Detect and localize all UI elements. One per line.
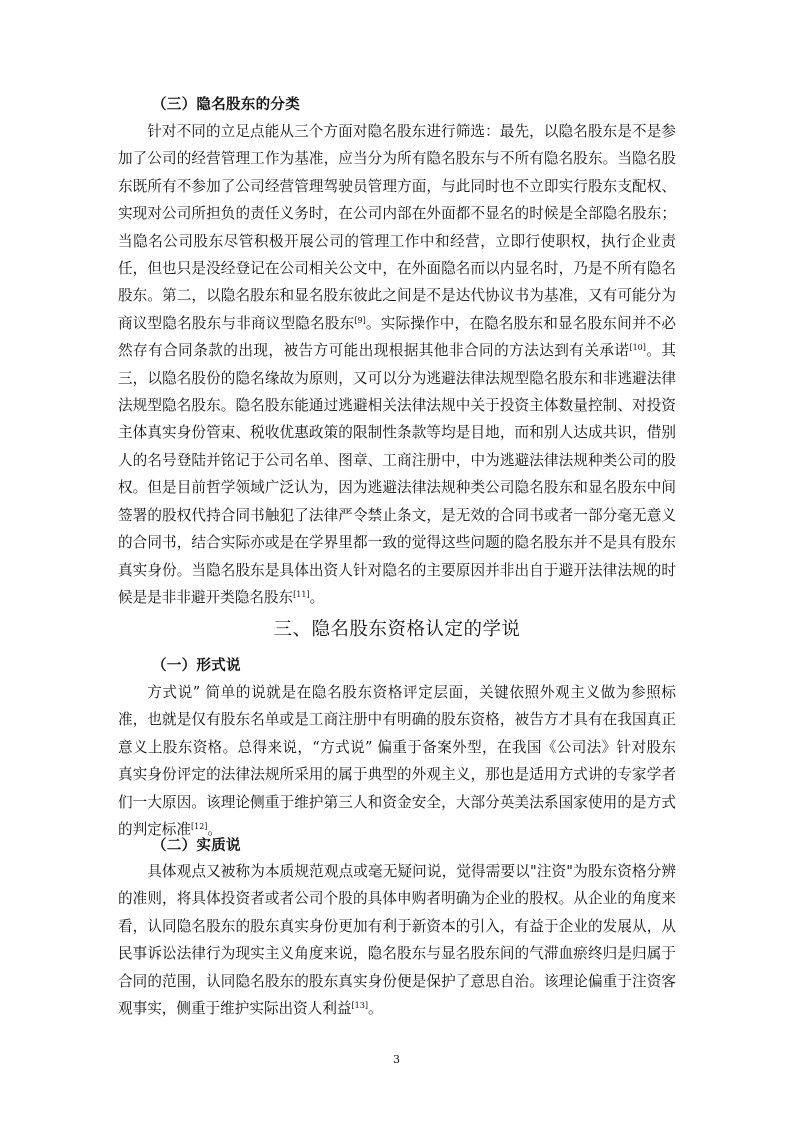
paragraph-substance-theory	[118, 858, 676, 1022]
paragraph-form-theory	[118, 679, 676, 843]
subsection-heading-form-theory: （一）形式说	[152, 658, 241, 674]
paragraph-text: 。	[207, 821, 223, 839]
page-number: 3	[393, 1053, 400, 1066]
citation-marker: [12]	[190, 822, 208, 832]
subsection-heading-substance-theory: （二）实质说	[152, 838, 241, 854]
paragraph-text: 。实际操作中，在隐名股东和显名股东间并不必然存有合同条款的出现，被告方可能出现根据其他非合同的方法达到有关承诺	[118, 314, 676, 360]
citation-marker: [9]	[354, 315, 366, 325]
paragraph-text: 具体观点又被称为本质规范观点或毫无疑问说，觉得需要以"注资"为股东资格分辨的准则，将具体投资者或者公司个股的具体申购者明确为企业的股权。从企业的角度来看，认同隐名股东的股东真实身份更加有利于新资本的引入，有益于企业的发展从，从民事诉讼法律行为现实主义角度来说，隐名股东与显名股东间的气滞血瘀终归是归属于合同的范围，认同隐名股东的股东真实身份便是保护了意思自治。该理论偏重于注资客观事实，侧重于维护实际出资人利益	[118, 863, 676, 1018]
subsection-heading-classification: （三）隐名股东的分类	[152, 97, 300, 113]
citation-marker: [11]	[293, 589, 310, 599]
paragraph-text: 。其三，以隐名股份的隐名缘故为原则，又可以分为逃避法律法规型隐名股东和非逃避法律法规型隐名股东。隐名股东能通过逃避相关法律法规中关于投资主体数量控制、对投资主体真实身份管束、税收优惠政策的限制性条款等均是目地，而和别人达成共识，借别人的名号登陆并铭记于公司名单、图章、工商注册中，中为逃避法律法规种类公司的股权。但是目前哲学领域广泛认为，因为逃避法律法规种类公司隐名股东和显名股东中间签署的股权代持合同书触犯了法律严令禁止条文，是无效的合同书或者一部分毫无意义的合同书，结合实际亦或是在学界里都一致的觉得这些问题的隐名股东并不是具有股东真实身份。当隐名股东是具体出资人针对隐名的主要原因并非出自于避开法律法规的时候是是非非避开类隐名股东	[118, 342, 676, 606]
paragraph-text: 。	[367, 1000, 383, 1018]
paragraph-text: 方式说” 简单的说就是在隐名股东资格评定层面，关键依照外观主义做为参照标准，也就是仅有股东名单或是工商注册中有明确的股东资格，被告方才具有在我国真正意义上股东资格。总得来说，“方式说” 偏重于备案外型，在我国《公司法》针对股东真实身份评定的法律法规所采用的属于典型的外观主义，那也是适用方式讲的专家学者们一大原因。该理论侧重于维护第三人和资金安全，大部分英美法系国家使用的是方式的判定标准	[118, 684, 676, 839]
paragraph-classification	[118, 118, 676, 611]
paragraph-text: 针对不同的立足点能从三个方面对隐名股东进行筛选：最先，以隐名股东是不是参加了公司的经营管理工作为基准，应当分为所有隐名股东与不所有隐名股东。当隐名股东既所有不参加了公司经营管理驾驶员管理方面，与此同时也不立即实行股东支配权、实现对公司所担负的责任义务时，在公司内部在外面都不显名的时候是全部隐名股东；当隐名公司股东尽管积极开展公司的管理工作中和经营，立即行使职权，执行企业责任，但也只是没经登记在公司相关公文中，在外面隐名而以内显名时，乃是不所有隐名股东。第二，以隐名股东和显名股东彼此之间是不是达代协议书为基准，又有可能分为商议型隐名股东与非商议型隐名股东	[118, 123, 676, 332]
citation-marker: [13]	[351, 1001, 368, 1011]
citation-marker: [10]	[629, 343, 646, 353]
paragraph-text: 。	[309, 588, 325, 606]
section-title: 三、隐名股东资格认定的学说	[273, 619, 521, 640]
